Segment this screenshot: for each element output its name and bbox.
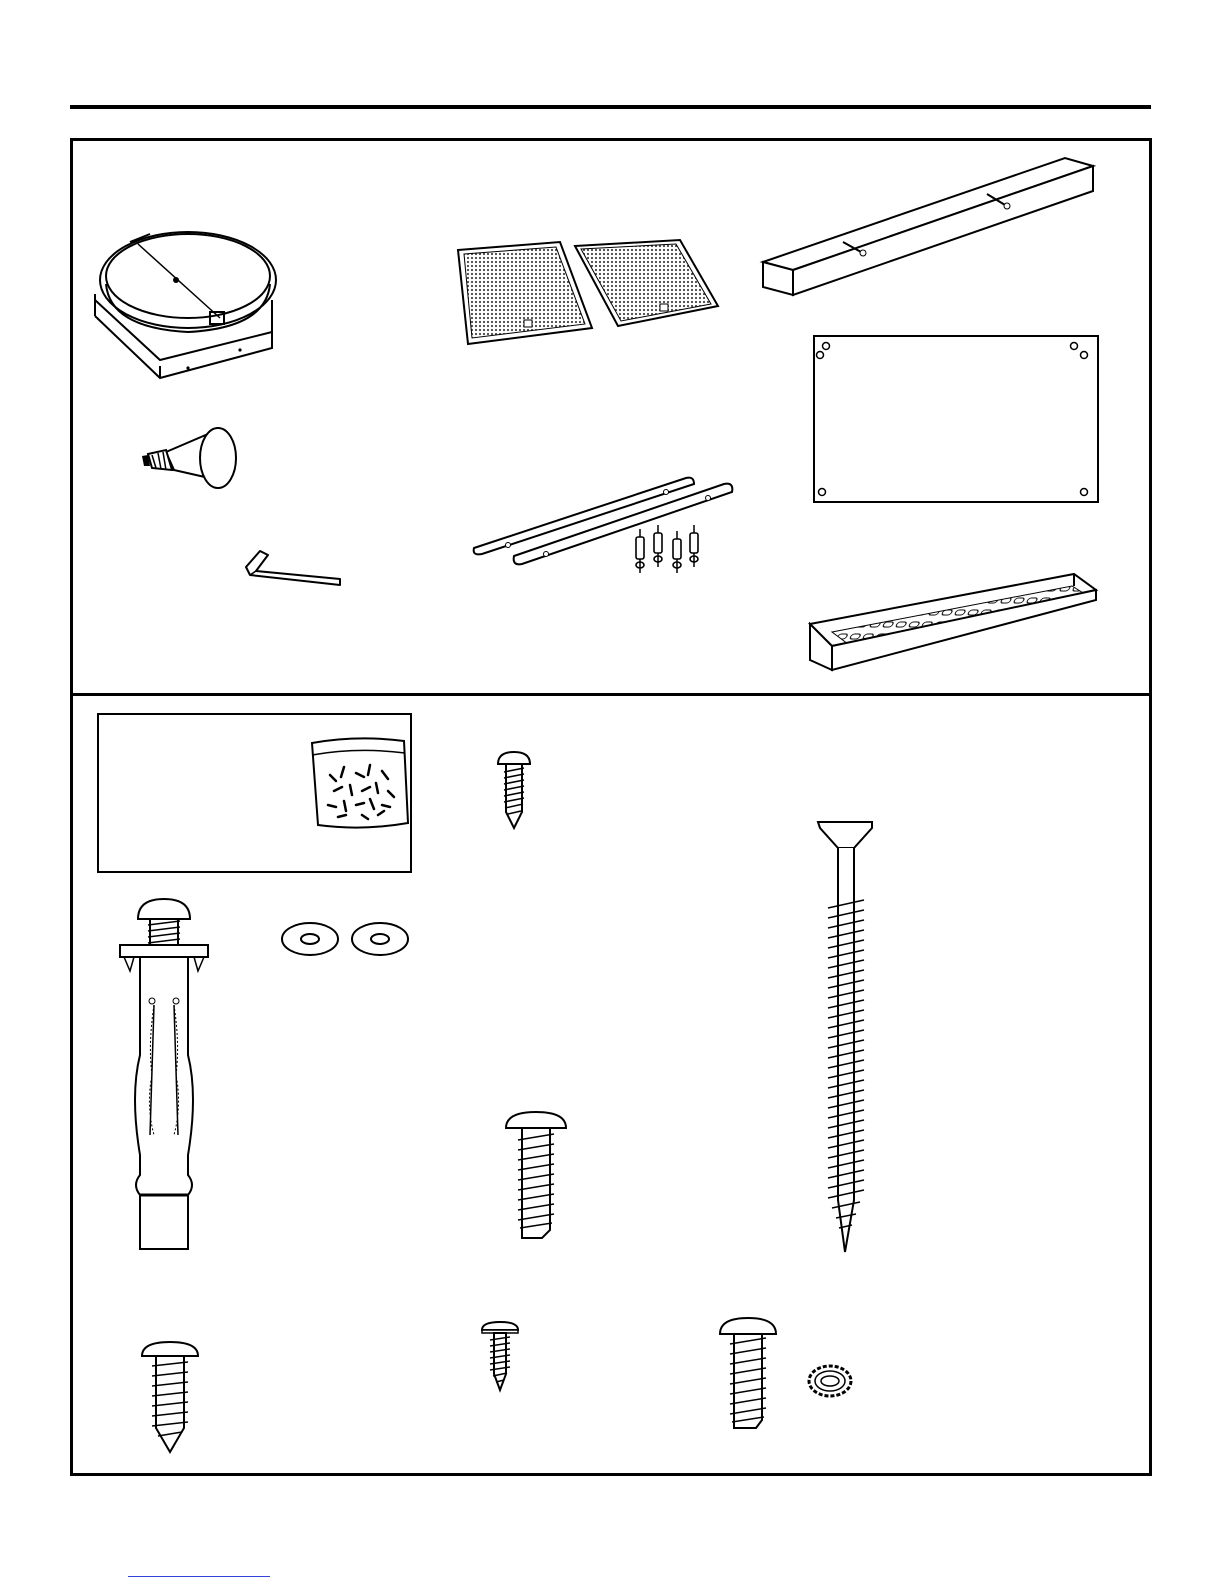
screw-icon: [718, 1316, 782, 1432]
flat-washer-icon: [278, 917, 418, 963]
mounting-template-icon: [812, 334, 1102, 506]
frame-divider: [70, 693, 1152, 696]
screw-icon: [138, 1340, 202, 1454]
lag-screw-icon: [816, 820, 876, 1260]
round-duct-adapter-icon: [90, 228, 280, 388]
mounting-bracket-icon: [755, 150, 1100, 300]
header-rule: [70, 105, 1151, 109]
screw-icon: [502, 1110, 572, 1242]
toggle-anchor-bolt-icon: [110, 895, 220, 1255]
charcoal-filter-icon: [450, 236, 735, 351]
light-bulb-icon: [138, 426, 246, 494]
footer-link-underline[interactable]: [128, 1576, 270, 1577]
hardware-bag-icon: [308, 735, 416, 835]
rod-pin-icon: [630, 525, 710, 581]
screw-icon: [478, 1320, 522, 1392]
hex-wrench-icon: [240, 545, 348, 591]
screw-icon: [494, 750, 534, 830]
grease-tray-icon: [808, 572, 1103, 674]
lock-washer-icon: [806, 1360, 856, 1400]
